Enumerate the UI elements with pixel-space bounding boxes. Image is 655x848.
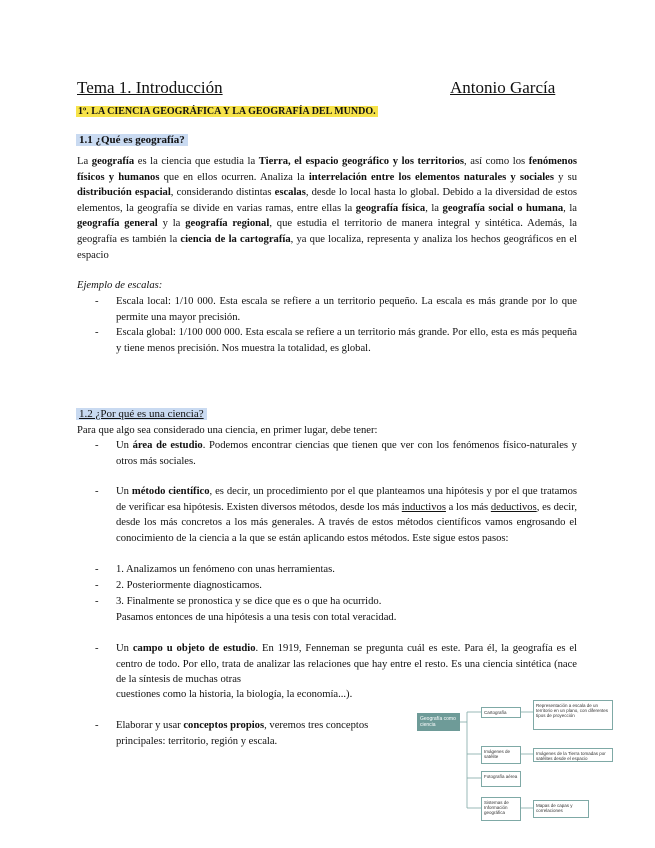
document-title: Tema 1. Introducción: [77, 78, 223, 97]
definition-bold-term: geografía regional: [185, 218, 270, 230]
bullet-dash: -: [95, 580, 99, 591]
definition-text: es la ciencia que estudia la: [134, 156, 259, 167]
definition-bold-term: Tierra, el espacio geográfico y los territorios: [258, 156, 465, 167]
diagram-node: Sistemas de Información geográfica: [481, 797, 521, 821]
item-prefix: Un: [116, 643, 133, 654]
geography-tools-diagram: [415, 700, 615, 840]
method-step: 2. Posteriormente diagnosticamos.: [116, 580, 262, 591]
diagram-node: Cartografía: [481, 707, 521, 718]
definition-bold-term: fenómenos físicos y humanos: [77, 156, 577, 183]
subsection-heading-text: 1.1 ¿Qué es geografía?: [79, 134, 185, 146]
definition-text: , desde lo local hasta lo global. Debido a la diversidad de estos elementos, la geografía se divide en varias ramas, entre ellas la: [77, 187, 577, 214]
definition-text: y su: [554, 171, 578, 183]
bullet-dash: -: [95, 720, 99, 731]
item-text: , es decir, desde los más concretos a los más generales. A través de estos métodos científicos vamos engrosando el conocimiento de la ciencia a la que se están aplicando estos métodos. Este sigue estos pasos:: [116, 501, 577, 544]
definition-text: , así como los: [464, 156, 529, 167]
bullet-dash: -: [95, 296, 99, 307]
definition-bold-term: escalas: [274, 187, 306, 199]
item-field-of-study: [116, 641, 577, 688]
science-intro: Para que algo sea considerado una ciencia, en primer lugar, debe tener:: [77, 425, 378, 436]
definition-text: , que estudia el territorio de manera integral y sintética. Además, la geografía es también la: [77, 218, 578, 245]
subsection-heading-text: 1.2 ¿Por qué es una ciencia?: [79, 408, 204, 420]
definition-text: , ya que localiza, representa y analiza los hechos geográficos en el espacio: [77, 233, 578, 261]
item-bold-term: método científico: [131, 486, 210, 497]
bullet-dash: -: [95, 440, 99, 451]
method-step: 3. Finalmente se pronostica y se dice que es o que ha ocurrido.: [116, 596, 382, 607]
definition-text: , considerando distintas: [170, 187, 275, 199]
item-text: , es decir, un procedimiento por el que planteamos una hipótesis y por el que tratamos de verificar esa hipótesis. Existen diversos métodos, desde los más: [116, 486, 577, 513]
item-text: , veremos tres conceptos principales: territorio, región y escala.: [116, 720, 369, 747]
section-heading: 1º. LA CIENCIA GEOGRÁFICA Y LA GEOGRAFÍA DEL MUNDO.: [78, 106, 376, 117]
definition-bold-term: geografía: [91, 156, 135, 167]
definition-text: La: [77, 156, 92, 167]
definition-bold-term: ciencia de la cartografía: [180, 233, 291, 245]
definition-bold-term: geografía general: [77, 218, 158, 230]
diagram-node: Fotografía aérea: [481, 771, 521, 787]
subsection-heading-what-is-geography: [76, 134, 188, 146]
diagram-main-node: Geografía como ciencia: [417, 713, 460, 731]
item-own-concepts: [116, 718, 408, 749]
diagram-note: Imágenes de la Tierra tomadas por satélites desde el espacio: [533, 748, 613, 762]
item-prefix: Elaborar y usar: [116, 720, 184, 731]
definition-text: , la: [425, 202, 443, 214]
bullet-dash: -: [95, 486, 99, 497]
item-prefix: Un: [116, 486, 132, 497]
item-underlined-term: deductivos: [490, 501, 537, 513]
item-text: a los más: [445, 501, 491, 513]
bullet-dash: -: [95, 564, 99, 575]
item-bold-term: área de estudio: [132, 440, 203, 451]
definition-bold-term: distribución espacial: [77, 187, 171, 199]
item-text: . Podemos encontrar ciencias que tienen que ver con los fenómenos físico-naturales y otros más sociales.: [116, 440, 577, 467]
author-name: Antonio García: [450, 78, 556, 97]
definition-text: y la: [157, 218, 186, 230]
item-bold-term: conceptos propios: [183, 720, 265, 731]
item-prefix: Un: [116, 440, 133, 451]
method-conclusion: Pasamos entonces de una hipótesis a una tesis con total veracidad.: [116, 612, 397, 623]
definition-bold-term: geografía física: [355, 202, 426, 214]
item-underlined-term: inductivos: [401, 501, 446, 513]
bullet-dash: -: [95, 596, 99, 607]
subsection-heading-why-science: [76, 408, 207, 420]
diagram-note: Mapas de capas y correlaciones: [533, 800, 589, 818]
diagram-note: Representación a escala de un territorio en un plano, con diferentes tipos de proyección: [533, 700, 613, 730]
item-bold-term: campo u objeto de estudio: [132, 643, 256, 654]
item-text: . En 1919, Fenneman se pregunta cuál es este. Para él, la geografía es el centro de todo. Por ello, trata de analizar las relaciones que hay entre el resto. Es una ciencia sintética (nace de la síntesis de muchas otras: [116, 643, 577, 686]
item-scientific-method: [116, 484, 577, 546]
bullet-dash: -: [95, 327, 99, 338]
definition-bold-term: interrelación entre los elementos naturales y sociales: [308, 171, 555, 183]
bullet-dash: -: [95, 643, 99, 654]
definition-paragraph: [77, 154, 577, 263]
definition-text: , la: [563, 202, 577, 214]
examples-label: Ejemplo de escalas:: [77, 280, 163, 291]
method-step: 1. Analizamos un fenómeno con unas herramientas.: [116, 564, 335, 575]
example-local-scale: Escala local: 1/10 000. Esta escala se refiere a un territorio pequeño. La escala es más grande por lo que permite una mayor precisión.: [116, 296, 577, 323]
example-global-scale: Escala global: 1/100 000 000. Esta escala se refiere a un territorio más grande. Por ello, esta es más pequeña y tiene menos precisión. Nos muestra la totalidad, es global.: [116, 327, 577, 354]
diagram-node: Imágenes de satélite: [481, 746, 521, 764]
item-study-area: [116, 438, 577, 469]
definition-text: que en ellos ocurren. Analiza la: [159, 171, 309, 183]
item-field-of-study-continued: cuestiones como la historia, la biología, la economía...).: [116, 689, 353, 700]
definition-bold-term: geografía social o humana: [442, 202, 564, 214]
